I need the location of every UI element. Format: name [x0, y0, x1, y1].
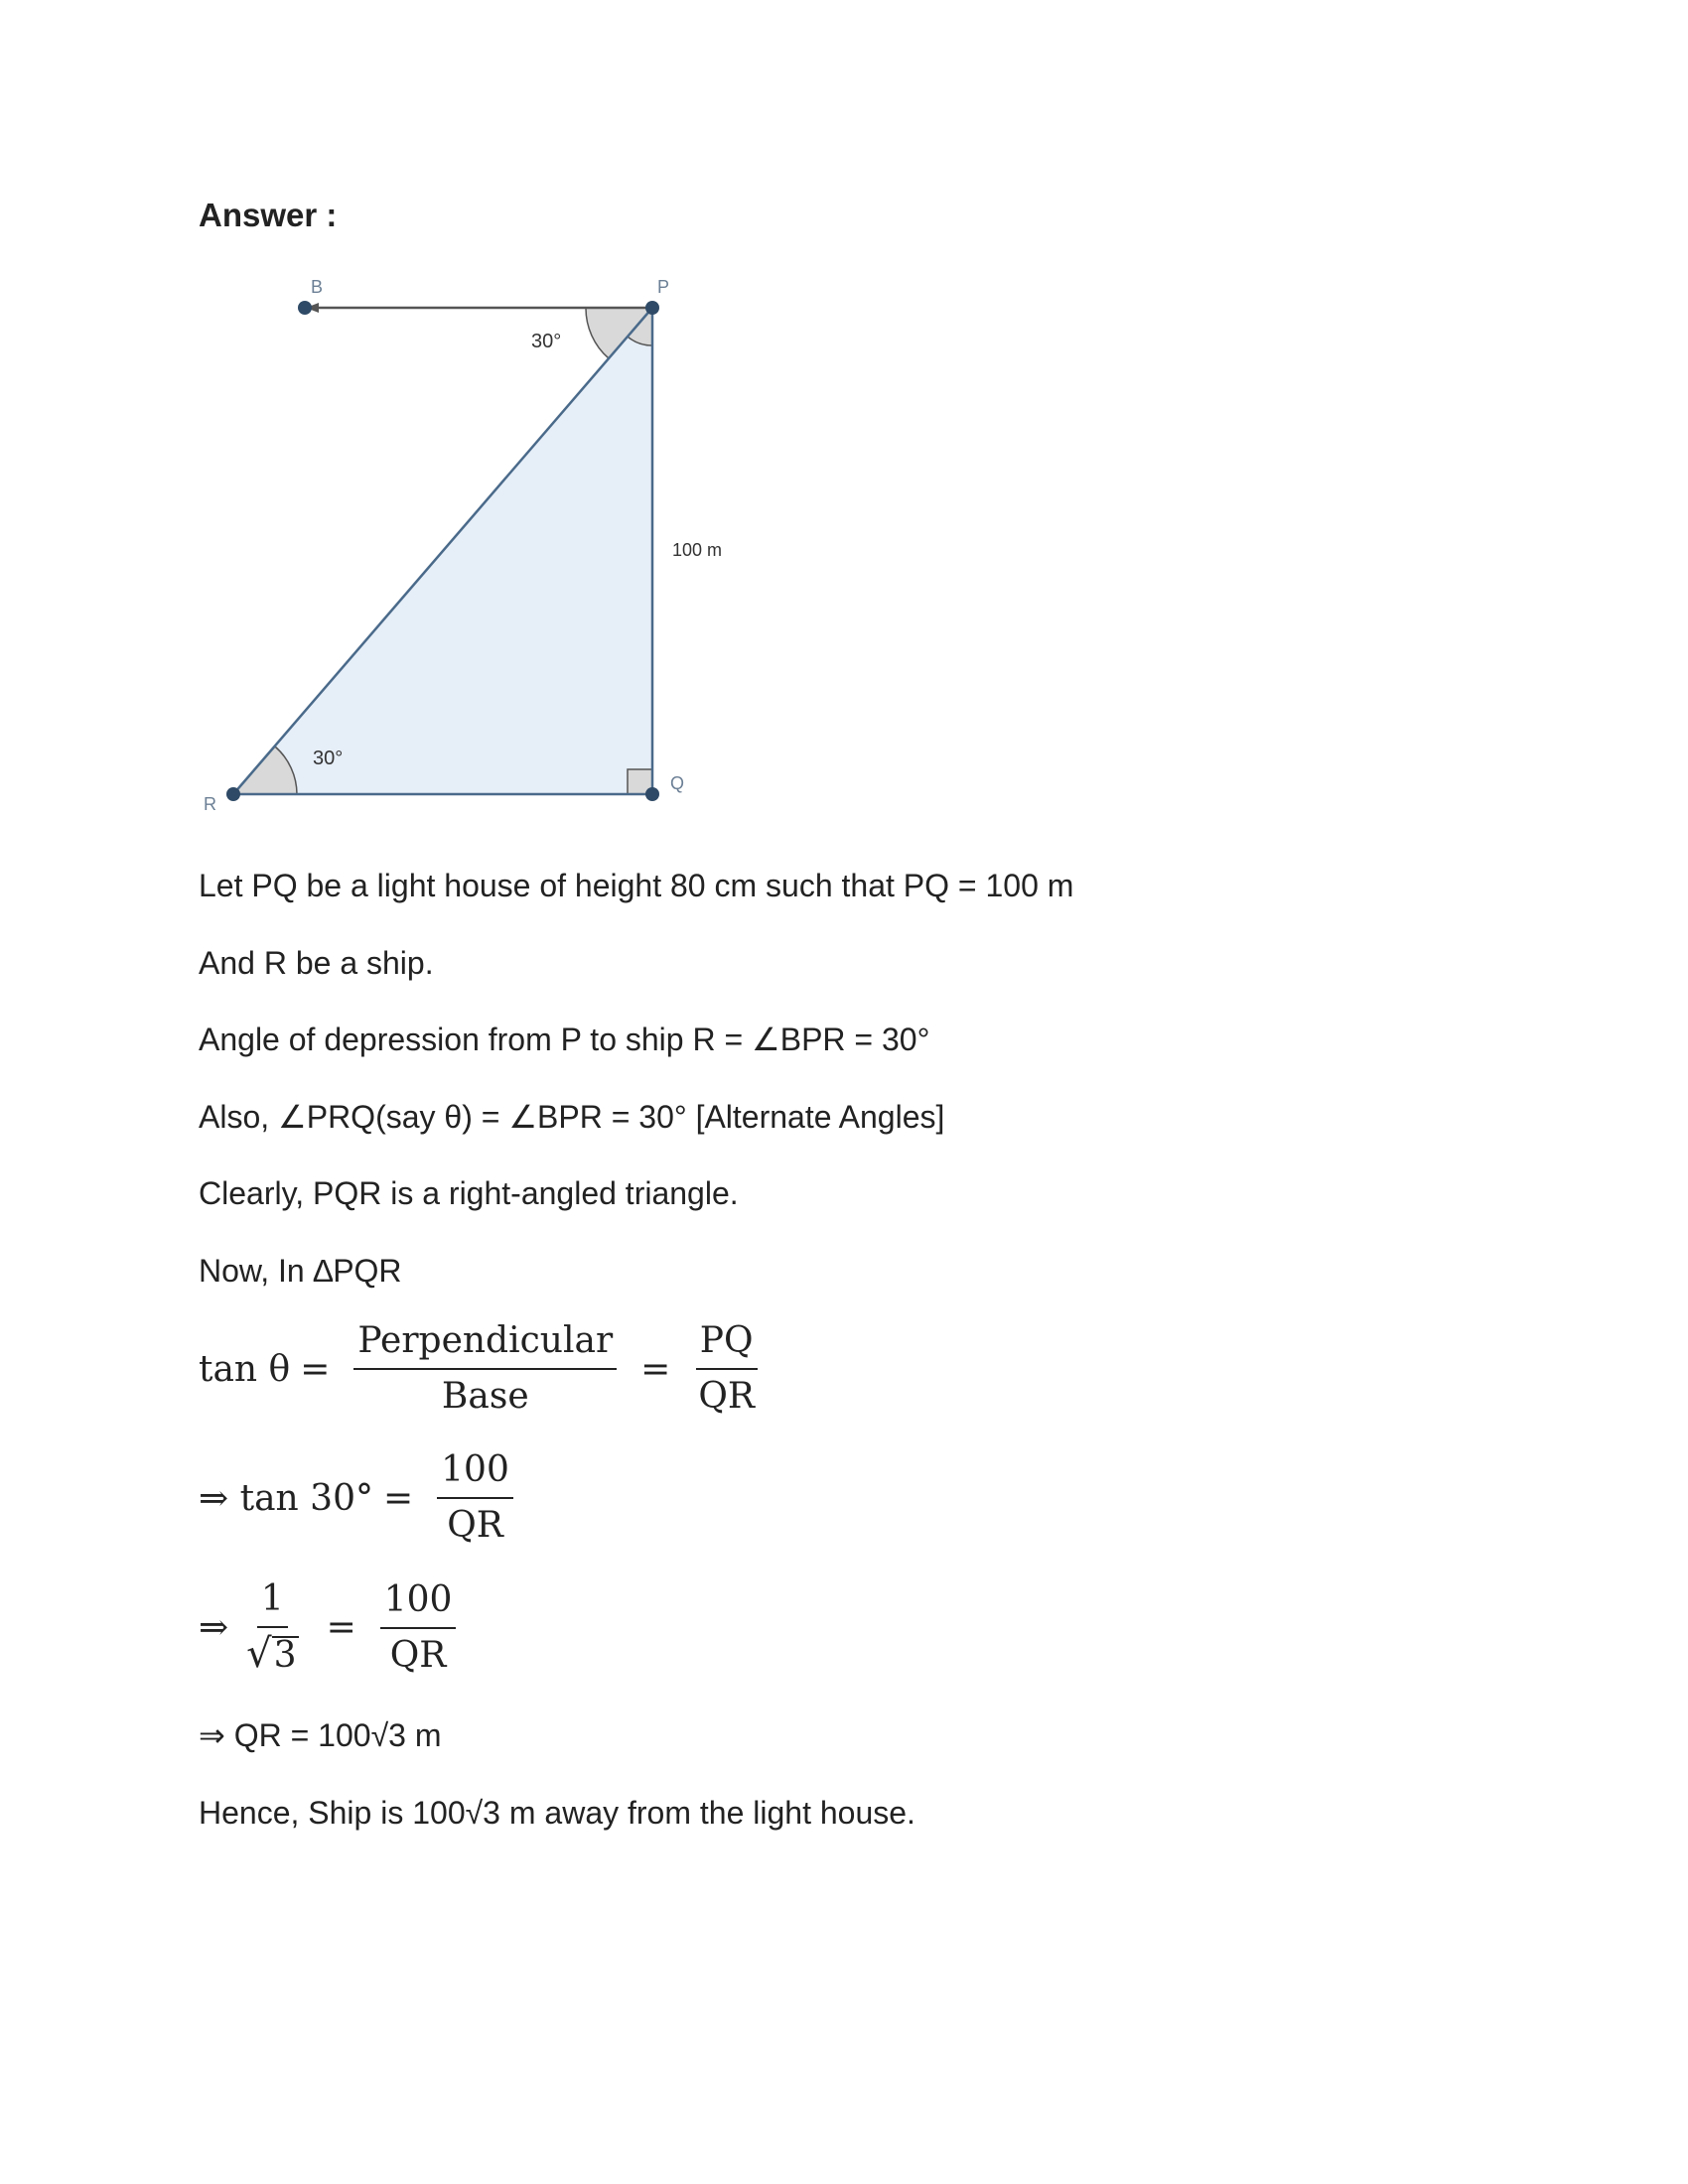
sqrt-3 — [246, 1631, 298, 1677]
fraction-100-qr-2 — [380, 1579, 457, 1677]
radicand: 3 — [273, 1635, 297, 1676]
paragraph-6: Now, In ∆PQR — [199, 1253, 402, 1289]
fraction-denominator: QR — [389, 1634, 447, 1676]
fraction-denominator: QR — [698, 1376, 755, 1417]
eq3-arrow: ⇒ — [199, 1607, 229, 1648]
angle-label-bottom: 30° — [313, 748, 344, 769]
equation-tan-theta — [199, 1320, 773, 1418]
fraction-1-root3 — [242, 1578, 302, 1677]
paragraph-1: Let PQ be a light house of height 80 cm such that PQ = 100 m — [199, 868, 1074, 903]
eq2-lhs: ⇒ tan 30° — [199, 1477, 373, 1519]
label-b: B — [311, 277, 324, 297]
paragraph-4: Also, ∠PRQ(say θ) = ∠BPR = 30° [Alternate Angles] — [199, 1099, 945, 1135]
fraction-numerator: 100 — [380, 1579, 457, 1629]
triangle-figure — [194, 268, 750, 824]
fraction-numerator: Perpendicular — [353, 1320, 617, 1370]
fraction-perp-base — [353, 1320, 617, 1418]
answer-heading: Answer : — [199, 197, 338, 233]
eq3-equals: = — [326, 1607, 356, 1648]
fraction-numerator: 1 — [257, 1578, 288, 1628]
fraction-denominator: Base — [441, 1376, 529, 1417]
fraction-numerator: PQ — [696, 1320, 758, 1370]
radical-sign: √ — [246, 1631, 272, 1677]
result-line: ⇒ QR = 100√3 m — [199, 1717, 442, 1753]
eq1-equals-1: = — [300, 1348, 331, 1390]
fraction-pq-qr — [694, 1320, 759, 1418]
label-r: R — [204, 794, 216, 814]
point-q — [645, 787, 659, 801]
point-r — [226, 787, 240, 801]
fraction-denominator: QR — [447, 1505, 503, 1546]
equation-root3 — [199, 1578, 470, 1677]
eq2-equals: = — [382, 1477, 414, 1519]
paragraph-2: And R be a ship. — [199, 945, 434, 981]
conclusion-line: Hence, Ship is 100√3 m away from the light house. — [199, 1795, 915, 1831]
fraction-100-qr — [437, 1449, 513, 1547]
paragraph-5: Clearly, PQR is a right-angled triangle. — [199, 1175, 739, 1211]
equation-tan-30 — [199, 1449, 527, 1547]
angle-label-top: 30° — [531, 331, 562, 352]
point-p — [645, 301, 659, 315]
fraction-denominator — [242, 1628, 302, 1677]
triangle-diagram — [194, 268, 750, 824]
label-q: Q — [670, 773, 685, 793]
eq1-lhs: tan θ — [199, 1348, 291, 1390]
height-label: 100 m — [672, 540, 723, 560]
eq1-equals-2: = — [640, 1348, 671, 1390]
fraction-numerator: 100 — [437, 1449, 513, 1499]
paragraph-3: Angle of depression from P to ship R = ∠BPR = 30° — [199, 1022, 930, 1057]
point-b — [298, 301, 312, 315]
label-p: P — [657, 277, 670, 297]
